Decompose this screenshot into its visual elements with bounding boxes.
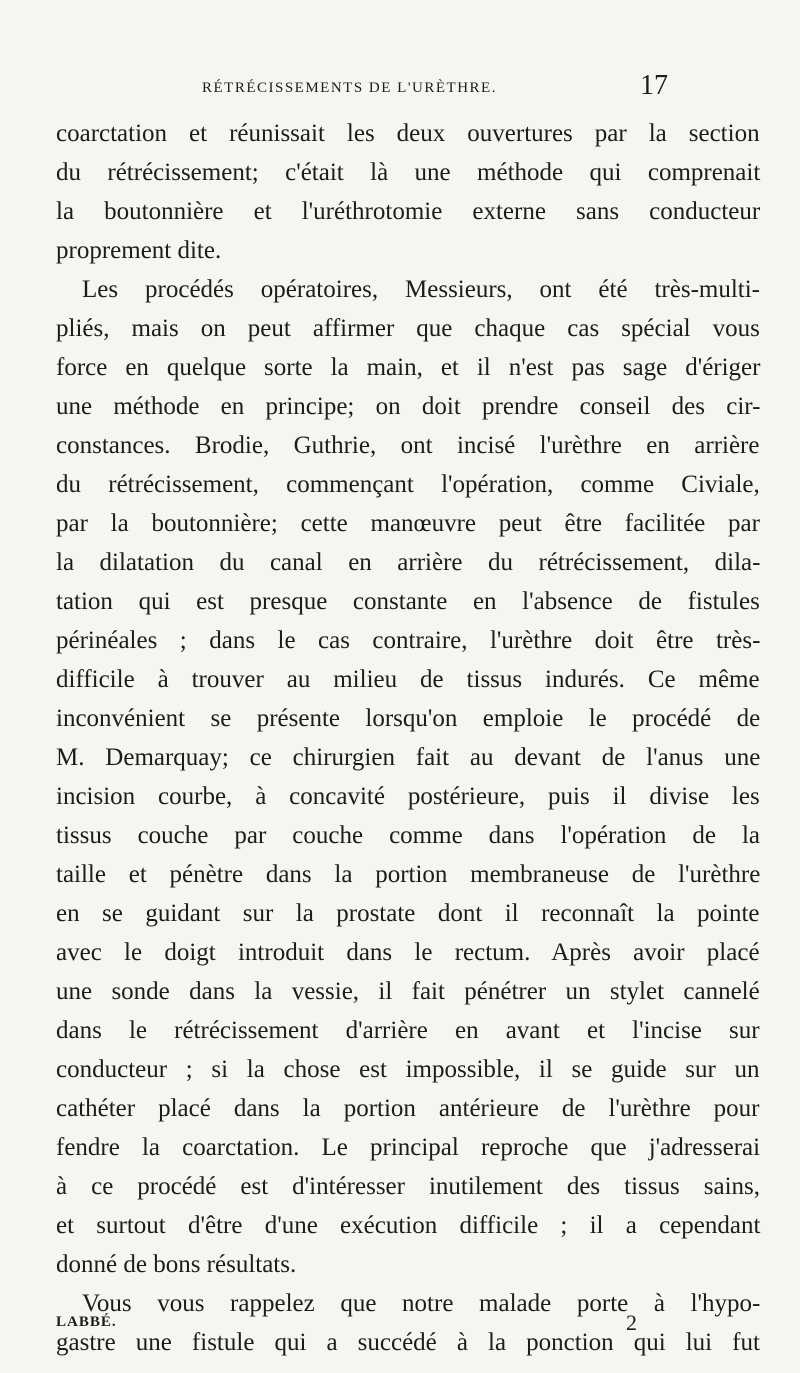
text-line: tissus couche par couche comme dans l'opération de la [56, 822, 760, 849]
text-line: inconvénient se présente lorsqu'on emploie le procédé de [56, 705, 761, 732]
text-line: conducteur ; si la chose est impossible, il se guide sur un [56, 1056, 760, 1083]
text-line: avec le doigt introduit dans le rectum. Après avoir placé [56, 939, 760, 966]
text-line: cathéter placé dans la portion antérieure de l'urèthre pour [56, 1095, 760, 1122]
author-mark: LABBÉ. [56, 1314, 117, 1330]
text-line: constances. Brodie, Guthrie, ont incisé l'urèthre en arrière [56, 432, 760, 459]
text-line: gastre une fistule qui a succédé à la ponction qui lui fut [56, 1329, 760, 1356]
text-line: une sonde dans la vessie, il fait pénétrer un stylet cannelé [56, 978, 760, 1005]
text-line: à ce procédé est d'intéresser inutilement des tissus sains, [56, 1173, 760, 1200]
text-line: par la boutonnière; cette manœuvre peut être facilitée par [56, 510, 760, 537]
text-line: tation qui est presque constante en l'absence de fistules [56, 588, 760, 615]
text-line: fendre la coarctation. Le principal reproche que j'adresserai [56, 1134, 761, 1161]
text-line: proprement dite. [56, 237, 222, 264]
page-footer [0, 1302, 800, 1342]
text-line: périnéales ; dans le cas contraire, l'urèthre doit être très- [56, 627, 761, 654]
text-line: coarctation et réunissait les deux ouvertures par la section [56, 120, 760, 147]
text-line: une méthode en principe; on doit prendre conseil des cir- [56, 393, 761, 420]
text-line: donné de bons résultats. [56, 1251, 297, 1278]
text-line: dans le rétrécissement d'arrière en avant et l'incise sur [56, 1017, 760, 1044]
signature-mark: 2 [626, 1310, 637, 1335]
text-line: du rétrécissement; c'était là une méthode qui comprenait [56, 159, 761, 186]
running-header [0, 70, 800, 110]
text-line: du rétrécissement, commençant l'opération, comme Civiale, [56, 471, 760, 498]
text-line: incision courbe, à concavité postérieure, puis il divise les [56, 783, 760, 810]
page-number: 17 [640, 70, 668, 101]
text-line: en se guidant sur la prostate dont il reconnaît la pointe [56, 900, 760, 927]
text-line: Vous vous rappelez que notre malade porte à l'hypo- [82, 1290, 761, 1317]
text-line: la boutonnière et l'uréthrotomie externe sans conducteur [56, 198, 761, 225]
text-line: force en quelque sorte la main, et il n'est pas sage d'ériger [56, 354, 761, 381]
text-line: taille et pénètre dans la portion membraneuse de l'urèthre [56, 861, 761, 888]
text-line: Les procédés opératoires, Messieurs, ont été très-multi- [82, 276, 761, 303]
text-line: M. Demarquay; ce chirurgien fait au devant de l'anus une [56, 744, 761, 771]
text-line: et surtout d'être d'une exécution difficile ; il a cependant [56, 1212, 761, 1239]
text-line: la dilatation du canal en arrière du rétrécissement, dila- [56, 549, 761, 576]
text-line: pliés, mais on peut affirmer que chaque cas spécial vous [56, 315, 760, 342]
text-line: difficile à trouver au milieu de tissus indurés. Ce même [56, 666, 760, 693]
running-title: RÉTRÉCISSEMENTS DE L'URÈTHRE. [202, 80, 497, 96]
